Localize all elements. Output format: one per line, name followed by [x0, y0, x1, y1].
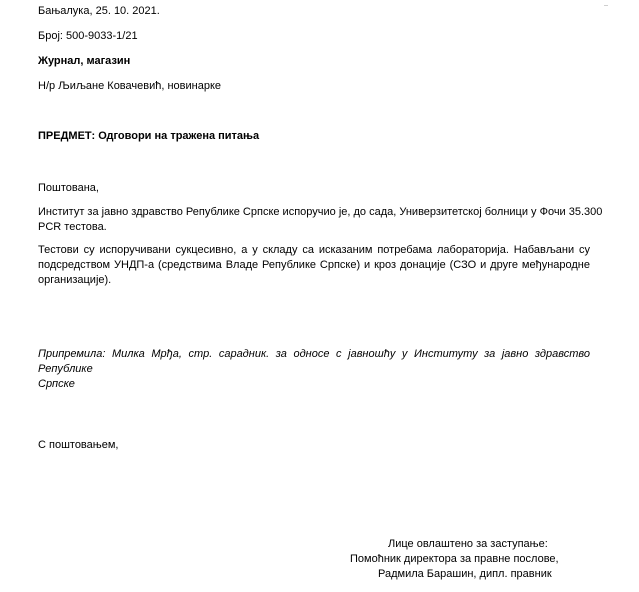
prepared-by-line-1: Припремила: Милка Мрђа, стр. сарадник. за односе с јавношћу у Институту за јавно здравство Републике — [38, 348, 590, 375]
date-line: Бањалука, 25. 10. 2021. — [38, 5, 160, 17]
recipient-organization: Журнал, магазин — [38, 55, 131, 67]
page-edge-mark — [604, 5, 608, 6]
signature-block — [340, 537, 580, 582]
paragraph-delivery — [38, 205, 603, 235]
closing-phrase: С поштовањем, — [38, 439, 119, 451]
paragraph-procurement-line-3: организације). — [38, 274, 112, 286]
recipient-person: Н/р Љиљане Ковачевић, новинарке — [38, 80, 222, 92]
prepared-by-note — [38, 347, 590, 392]
paragraph-delivery-line-2: PCR тестова. — [38, 221, 107, 233]
paragraph-procurement-line-2: подсредством УНДП-а (средствима Владе Републике Српске) и кроз донације (СЗО и друге међународне — [38, 259, 590, 271]
paragraph-delivery-line-1: Институт за јавно здравство Републике Српске испоручио је, до сада, Универзитетској болници у Фочи 35.300 — [38, 206, 603, 218]
signature-title: Помоћник директора за правне послове, — [350, 553, 559, 565]
signature-authorized-person: Лице овлаштено за заступање: — [388, 538, 548, 550]
signature-name: Радмила Барашин, дипл. правник — [378, 568, 552, 580]
subject-line: ПРЕДМЕТ: Одговори на тражена питања — [38, 130, 260, 142]
paragraph-procurement-line-1: Тестови су испоручивани сукцесивно, а у складу са исказаним потребама лабораторија. Набављани су — [38, 244, 590, 256]
salutation: Поштована, — [38, 182, 99, 194]
reference-number: Број: 500-9033-1/21 — [38, 30, 138, 42]
paragraph-procurement — [38, 243, 590, 288]
prepared-by-line-2: Српске — [38, 378, 75, 390]
